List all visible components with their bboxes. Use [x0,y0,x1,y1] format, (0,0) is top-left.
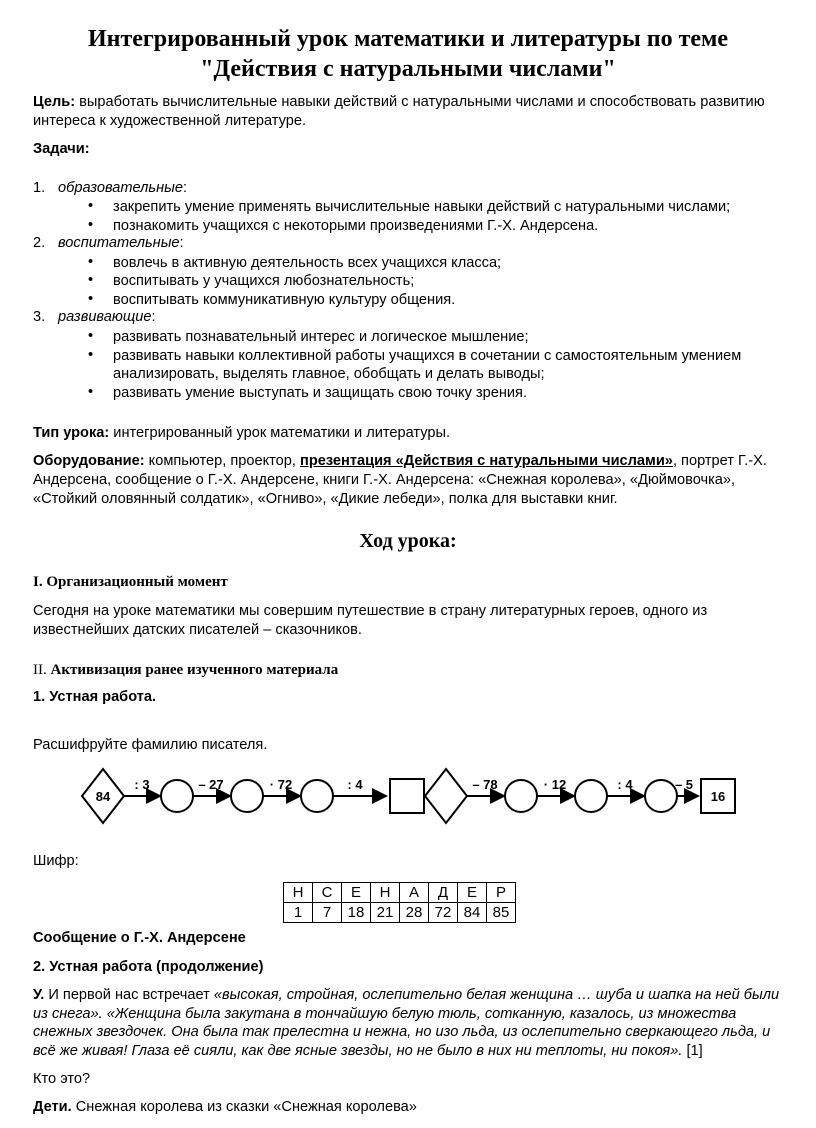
list-item: закрепить умение применять вычислительные навыки действий с натуральными числами; [113,199,731,215]
lesson-type: Тип урока: интегрированный урок математики и литературы. [33,425,451,441]
end-value: 16 [710,789,726,804]
bullet: • [88,217,94,233]
cipher-number: 21 [371,903,400,923]
cipher-letter: Е [458,883,487,903]
bullet: • [88,291,94,307]
cipher-letter: С [313,883,342,903]
list-item: развивать навыки коллективной работы учащихся в сочетании с самостоятельным умением [113,348,742,364]
list-item: вовлечь в активную деятельность всех учащихся класса; [113,255,502,271]
cipher-letter: Н [371,883,400,903]
course-heading: Ход урока: [359,530,457,552]
list-item-continued: анализировать, выделять главное, обобщать и делать выводы; [113,366,545,382]
teacher-line2: из снега». «Женщина была закутана в тончайшую белую тюль, сотканную, казалось, из множества [33,1006,737,1022]
task-heading: развивающие: [58,309,156,325]
task-number: 1. [33,180,46,196]
empty-diamond [425,769,467,823]
start-value: 84 [95,789,111,804]
oral-work-heading: 1. Устная работа. [33,689,157,705]
cipher-letter: Р [487,883,516,903]
equipment-line3: «Стойкий оловянный солдатик», «Огниво», «Дикие лебеди», полка для выставки книг. [33,491,618,507]
task-number: 3. [33,309,46,325]
list-item: познакомить учащихся с некоторыми произведениями Г.-Х. Андерсена. [113,218,599,234]
cipher-table [283,882,516,923]
operation-label: – 27 [198,777,224,792]
circle-node [505,780,537,812]
goal-text-1: выработать вычислительные навыки действий с натуральными числами и способствовать развитию [75,94,765,110]
list-item: воспитывать у учащихся любознательность; [113,273,415,289]
task-name: воспитательные [58,235,180,251]
cipher-number: 72 [429,903,458,923]
operation-label: – 5 [674,777,694,792]
goal-paragraph [33,93,793,112]
task-number: 2. [33,235,46,251]
teacher-line3: снежных звездочек. Она была так прелестна и нежна, но изо льда, из ослепительно сверкающего льда, и [33,1024,771,1040]
children-answer: Дети. Снежная королева из сказки «Снежная королева» [33,1099,417,1115]
task-heading: воспитательные: [58,235,184,251]
cipher-letter: А [400,883,429,903]
bullet: • [88,272,94,288]
bullet: • [88,384,94,400]
cipher-label: Шифр: [33,853,79,869]
teacher-line1: У. И первой нас встречает «высокая, стройная, ослепительно белая женщина … шуба и шапка на ней были [33,987,780,1003]
equipment-label: Оборудование: [33,453,145,469]
page-title-line1: Интегрированный урок математики и литературы по теме [87,26,729,52]
question-who: Кто это? [33,1071,91,1087]
circle-node [231,780,263,812]
cipher-letter: Д [429,883,458,903]
decode-task: Расшифруйте фамилию писателя. [33,737,268,753]
cipher-number: 7 [313,903,342,923]
section1-text-1: Сегодня на уроке математики мы совершим путешествие в страну литературных героев, одного из [33,603,708,619]
operation-label: : 3 [134,777,150,792]
section2-heading: II. Активизация ранее изученного материала [33,662,339,678]
cipher-number: 84 [458,903,487,923]
children-label: Дети. [33,1099,72,1115]
operation-label: : 4 [617,777,633,792]
tasks-label: Задачи: [33,141,90,157]
task-heading: образовательные: [58,180,188,196]
operation-label: · 72 [269,777,293,792]
cipher-number: 18 [342,903,371,923]
cipher-number: 85 [487,903,516,923]
bullet: • [88,328,94,344]
cipher-numbers-row [284,903,516,923]
equipment-line2: Андерсена, сообщение о Г.-Х. Андерсене, книги Г.-Х. Андерсена: «Снежная королева», «Дюймовочка», [33,472,736,488]
equipment-line1: Оборудование: компьютер, проектор, презентация «Действия с натуральными числами», портрет Г.-Х. [33,453,767,469]
page-title-line2: "Действия с натуральными числами" [200,56,616,82]
cipher-number: 28 [400,903,429,923]
presentation-link[interactable]: презентация «Действия с натуральными числами» [300,453,673,469]
operation-label: – 78 [472,777,498,792]
goal-text-2: интереса к художественной литературе. [33,113,307,129]
list-item: развивать познавательный интерес и логическое мышление; [113,329,529,345]
task-name: развивающие [58,309,152,325]
circle-node [645,780,677,812]
list-item: воспитывать коммуникативную культуру общения. [113,292,456,308]
bullet: • [88,254,94,270]
section1-heading: I. Организационный момент [33,574,228,590]
empty-square [390,779,424,813]
cipher-letter: Е [342,883,371,903]
circle-node [301,780,333,812]
bullet: • [88,347,94,363]
cipher-letter: Н [284,883,313,903]
teacher-line4: всё же живая! Глаза её сияли, как две ясные звезды, но не было в них ни теплоты, ни покоя». [1] [33,1043,703,1059]
bullet: • [88,198,94,214]
message-heading: Сообщение о Г.-Х. Андерсене [33,930,246,946]
circle-node [575,780,607,812]
goal-label: Цель: [33,94,76,110]
teacher-label: У. [33,987,45,1003]
cipher-number: 1 [284,903,313,923]
list-item: развивать умение выступать и защищать свою точку зрения. [113,385,528,401]
section1-text-2: известнейших датских писателей – сказочников. [33,622,362,638]
circle-node [161,780,193,812]
operation-label: · 12 [543,777,567,792]
cipher-letters-row [284,883,516,903]
calculation-chain-diagram [80,765,740,827]
task-name: образовательные [58,180,183,196]
operation-label: : 4 [347,777,363,792]
lesson-type-label: Тип урока: [33,425,110,441]
oral-work2-heading: 2. Устная работа (продолжение) [33,959,264,975]
